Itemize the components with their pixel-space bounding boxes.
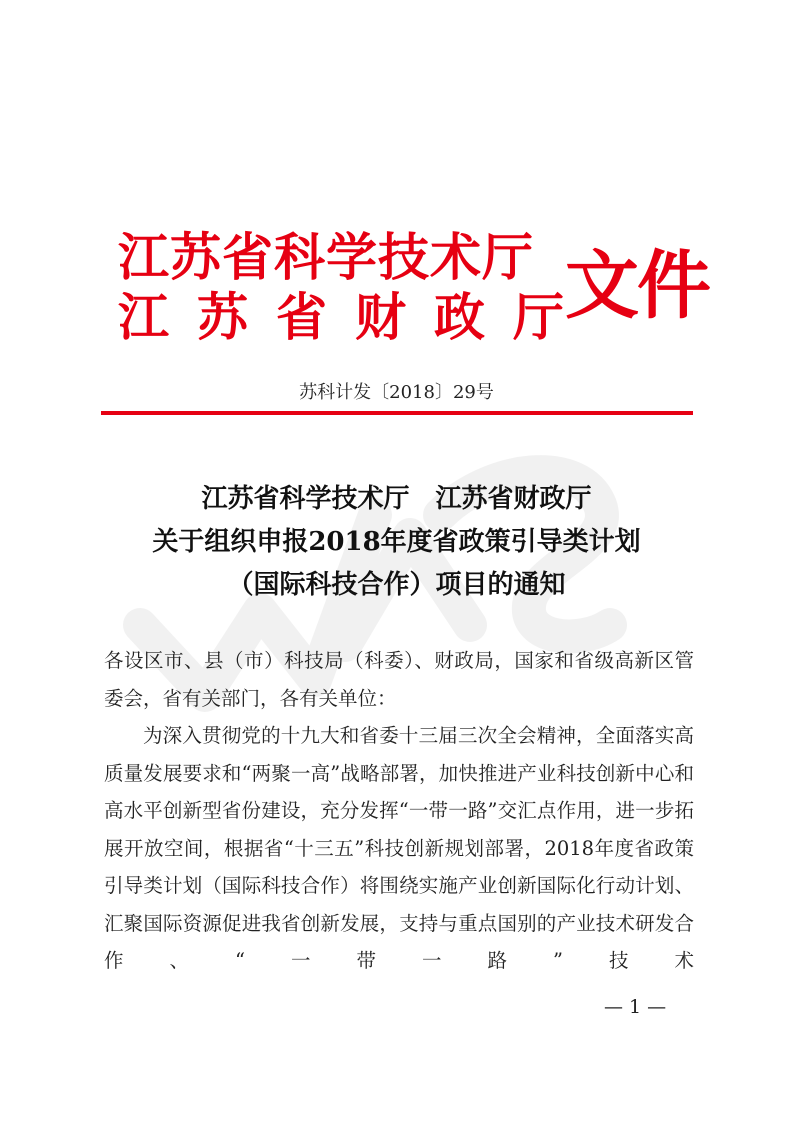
body-paragraph: 为深入贯彻党的十九大和省委十三届三次全会精神，全面落实高质量发展要求和“两聚一高”战略部署，加快推进产业科技创新中心和高水平创新型省份建设，充分发挥“一带一路”交汇点作用，进一步拓展开放空间，根据省“十三五”科技创新规划部署，2018年度省政策引导类计划（国际科技合作）将围绕实施产业创新国际化行动计划、汇聚国际资源促进我省创新发展，支持与重点国别的产业技术研发合作、“一带一路”技术 [104,724,694,972]
title-line-1: 江苏省科学技术厅 江苏省财政厅 [201,484,592,514]
document-title [0,478,793,607]
document-label: 文件 [565,243,709,329]
document-body [104,642,694,980]
issuing-authorities [118,228,593,348]
addressee-paragraph: 各设区市、县（市）科技局（科委）、财政局，国家和省级高新区管委会，省有关部门，各有关单位： [104,649,694,710]
issuer-science-tech-dept: 江苏省科学技术厅 [118,228,535,288]
page-number: — 1 — [604,996,667,1018]
issuer-finance-dept: 江苏省财政厅 [118,288,593,348]
title-line-3: （国际科技合作）项目的通知 [227,570,566,600]
red-divider [101,411,693,415]
title-line-2: 关于组织申报2018年度省政策引导类计划 [152,527,641,557]
document-number: 苏科计发〔2018〕29号 [299,382,494,403]
